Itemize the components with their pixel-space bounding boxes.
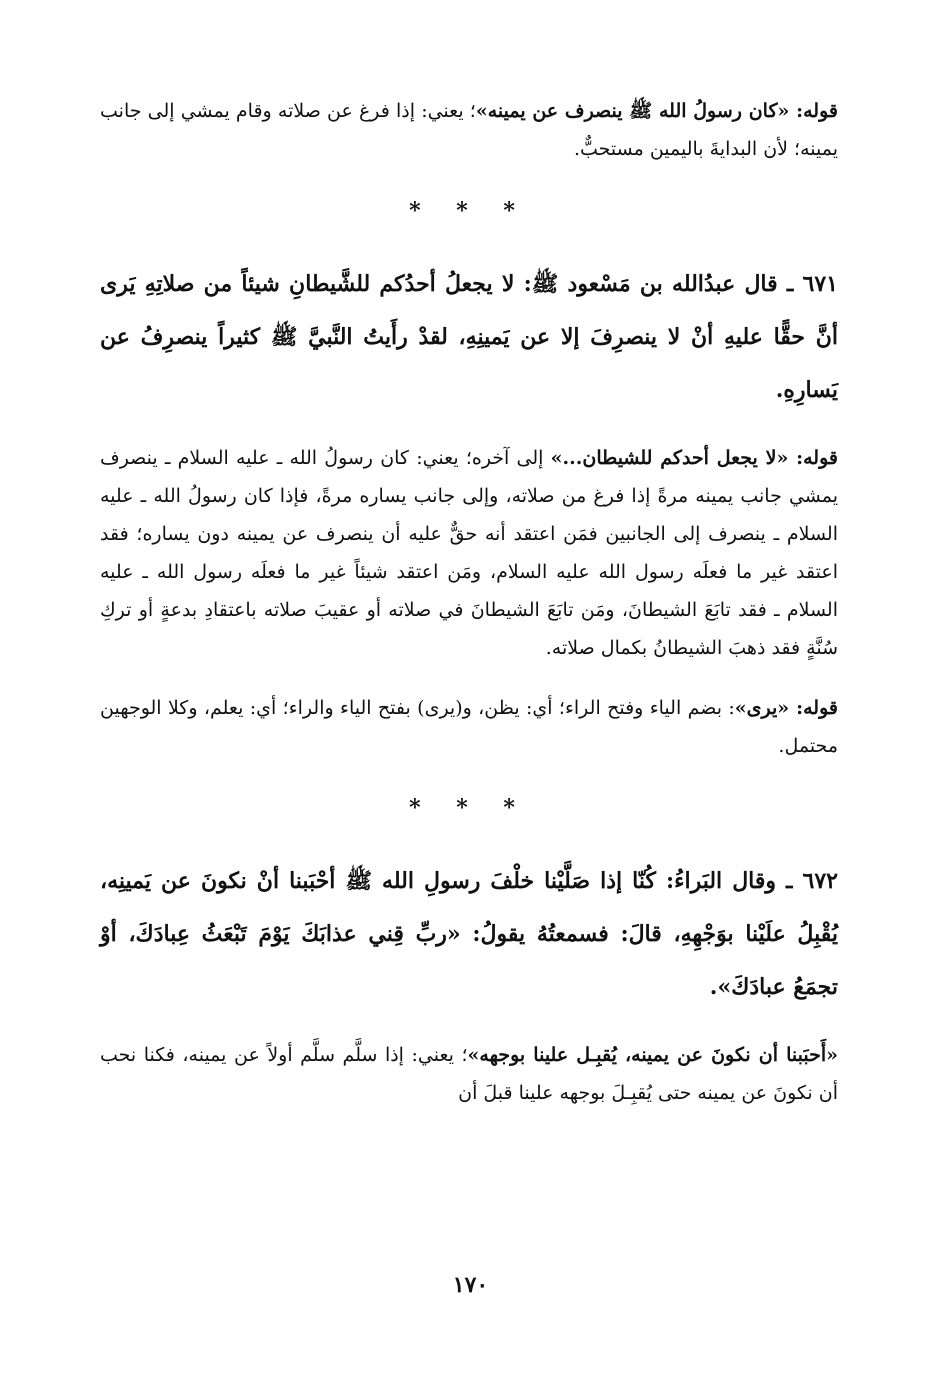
commentary-paragraph <box>100 92 838 168</box>
quoted-lead: «أَحبَبنا أن نكونَ عن يمينه، يُقبِـل علينا بوجهه» <box>467 1044 838 1066</box>
page-body <box>100 92 838 1112</box>
commentary-paragraph <box>100 689 838 765</box>
section-separator: * * * <box>409 795 529 821</box>
hadith-text: ٦٧١ ـ قال عبدُالله بن مَسْعود ﷺ: لا يجعلُ أحدُكم للشَّيطانِ شيئاً من صلاتِهِ يَرى أنَّ حقًّا عليهِ أنْ لا ينصرِفَ إلا عن يَمينِهِ، لقدْ رأَيتُ النَّبيَّ ﷺ كثيراً ينصرِفُ عن يَسارِهِ. <box>100 271 838 403</box>
commentary-text: إلى آخره؛ يعني: كان رسولُ الله ـ عليه السلام ـ ينصرف يمشي جانب يمينه مرةً إذا فرغ من صلاته، وإلى جانب يساره مرةً، فإذا كان رسولُ الله ـ عليه السلام ـ ينصرف إلى الجانبين فمَن اعتقد أنه حقٌّ عليه أن ينصرف عن يمينه دون يساره؛ فقد اعتقد غير ما فعلَه رسول الله عليه السلام، ومَن اعتقد شيئاً غير ما فعلَه رسول الله ـ عليه السلام ـ فقد تابَعَ الشيطانَ، ومَن تابَعَ الشيطانَ في صلاته أو عقيبَ صلاته باعتقادِ بدعةٍ أو تركِ سُنَّةٍ فقد ذهبَ الشيطانُ بكمال صلاته. <box>100 447 838 659</box>
hadith-text: ٦٧٢ ـ وقال البَراءُ: كُنّا إذا صَلَّيْنا خلْفَ رسولِ الله ﷺ أحْبَبنا أنْ نكونَ عن يَمينِه، يُقْبِلُ علَيْنا بوَجْهِهِ، قالَ: فسمعتُهُ يقولُ: «ربِّ قِني عذابَكَ يَوْمَ تَبْعَثُ عِبادَكَ، أوْ تجمَعُ عبادَكَ». <box>100 868 838 1000</box>
commentary-text: : بضم الياء وفتح الراء؛ أي: يظن، و(يرى) بفتح الياء والراء؛ أي: يعلم، وكلا الوجهين محتمل. <box>100 697 838 757</box>
quoted-lead: قوله: «يرى» <box>734 697 838 719</box>
commentary-text: ؛ يعني: إذا سلَّم سلَّم أولاً عن يمينه، فكنا نحب أن نكونَ عن يمينه حتى يُقبِـلَ بوجهه علينا قبلَ أن <box>100 1044 838 1104</box>
quoted-lead: قوله: «لا يجعل أحدكم للشيطان...» <box>550 447 838 469</box>
commentary-paragraph <box>100 1036 838 1112</box>
section-separator: * * * <box>409 198 529 224</box>
commentary-paragraph <box>100 439 838 667</box>
page-number: ١٧٠ <box>452 1272 489 1298</box>
commentary-text: ؛ يعني: إذا فرغ عن صلاته وقام يمشي إلى جانب يمينه؛ لأن البدايةَ باليمين مستحبٌّ. <box>100 100 838 160</box>
quoted-lead: قوله: «كان رسولُ الله ﷺ ينصرف عن يمينه» <box>475 100 838 122</box>
